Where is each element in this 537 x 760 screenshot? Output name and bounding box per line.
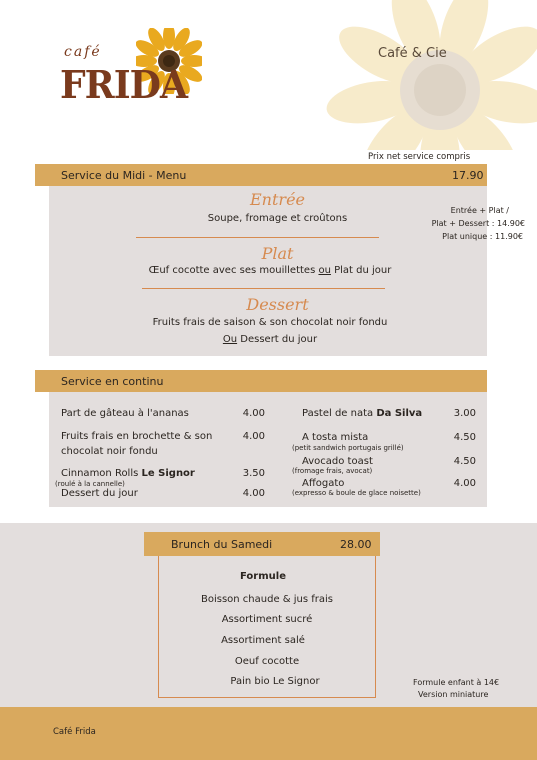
plat-text bbox=[100, 265, 440, 276]
brunch-formule: Formule bbox=[240, 571, 286, 582]
menu-item-name: Avocado toast bbox=[302, 456, 373, 467]
price-note: Prix net service compris bbox=[368, 152, 471, 162]
midi-price: 17.90 bbox=[452, 169, 484, 182]
brunch-item: Assortiment salé bbox=[221, 635, 305, 646]
midi-side-2: Plat + Dessert : 14.90€ bbox=[431, 219, 525, 228]
logo-name: FRIDA bbox=[60, 62, 188, 107]
menu-item-sub: (petit sandwich portugais grillé) bbox=[292, 444, 404, 452]
menu-item-name bbox=[302, 408, 422, 419]
menu-item-name-text: Cinnamon Rolls bbox=[61, 468, 142, 479]
entree-text: Soupe, fromage et croûtons bbox=[207, 213, 348, 224]
menu-item-price: 4.00 bbox=[242, 488, 265, 499]
continu-title: Service en continu bbox=[61, 375, 164, 388]
menu-item-name-bold: Da Silva bbox=[376, 408, 423, 419]
footer-text: Café Frida bbox=[53, 727, 96, 737]
divider bbox=[136, 237, 379, 238]
menu-item-price: 3.00 bbox=[453, 408, 476, 419]
menu-item-price: 4.50 bbox=[453, 456, 476, 467]
menu-item-name bbox=[61, 468, 195, 479]
entree-title: Entrée bbox=[250, 190, 305, 209]
menu-item-price: 4.50 bbox=[453, 432, 476, 443]
dessert-text-b: Dessert du jour bbox=[237, 334, 318, 345]
brunch-item: Assortiment sucré bbox=[221, 614, 313, 625]
brunch-side-1: Formule enfant à 14€ bbox=[413, 678, 500, 687]
menu-item-name-bold: Le Signor bbox=[141, 468, 195, 479]
menu-item-price: 3.50 bbox=[242, 468, 265, 479]
menu-item-price: 4.00 bbox=[453, 478, 476, 489]
plat-title: Plat bbox=[261, 244, 294, 263]
brunch-item: Pain bio Le Signor bbox=[230, 676, 320, 687]
menu-item-name: Dessert du jour bbox=[61, 488, 138, 499]
menu-item-name: A tosta mista bbox=[302, 432, 369, 443]
menu-item-name-2: chocolat noir fondu bbox=[61, 446, 158, 457]
dessert-text: Fruits frais de saison & son chocolat noir fondu bbox=[152, 317, 388, 328]
logo-small-text: café bbox=[64, 44, 102, 60]
brunch-side-2: Version miniature bbox=[418, 690, 489, 699]
menu-item-price: 4.00 bbox=[242, 408, 265, 419]
plat-text-a: Œuf cocotte avec ses mouillettes bbox=[148, 265, 319, 276]
brunch-price: 28.00 bbox=[340, 538, 372, 551]
menu-item-sub: (expresso & boule de glace noisette) bbox=[292, 489, 421, 497]
divider bbox=[142, 288, 385, 289]
midi-title: Service du Midi - Menu bbox=[61, 169, 187, 182]
sunflower-watermark bbox=[300, 0, 537, 150]
menu-item-price: 4.00 bbox=[242, 431, 265, 442]
plat-or: ou bbox=[318, 265, 331, 276]
midi-side-3: Plat unique : 11.90€ bbox=[442, 232, 523, 241]
brunch-title: Brunch du Samedi bbox=[171, 538, 273, 551]
menu-item-name: Affogato bbox=[302, 478, 345, 489]
menu-item-sub: (roulé à la cannelle) bbox=[55, 480, 125, 488]
brunch-item: Boisson chaude & jus frais bbox=[200, 594, 334, 605]
menu-item-name: Fruits frais en brochette & son bbox=[61, 431, 213, 442]
dessert-or: Ou bbox=[222, 334, 238, 345]
midi-side-1: Entrée + Plat / bbox=[450, 206, 509, 215]
menu-item-sub: (fromage frais, avocat) bbox=[292, 467, 373, 475]
tagline: Café & Cie bbox=[378, 46, 447, 61]
menu-item-name-text: Pastel de nata bbox=[302, 408, 377, 419]
menu-item-name: Part de gâteau à l'ananas bbox=[61, 408, 189, 419]
plat-text-b: Plat du jour bbox=[330, 265, 392, 276]
dessert-title: Dessert bbox=[246, 295, 309, 314]
brunch-item: Oeuf cocotte bbox=[234, 656, 300, 667]
logo bbox=[58, 40, 208, 120]
dessert-text-2 bbox=[100, 334, 440, 345]
